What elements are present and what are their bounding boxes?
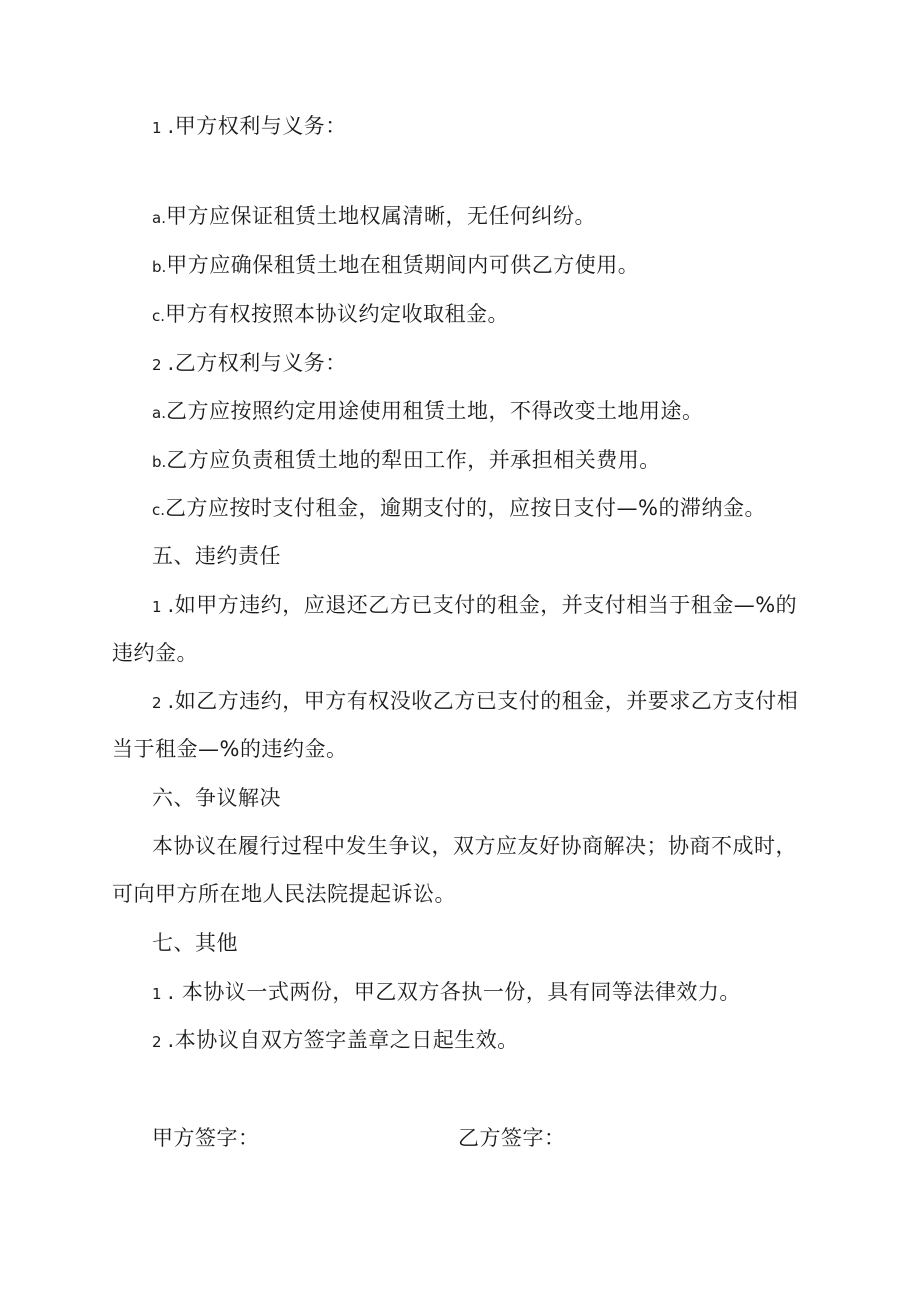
party-b-item-b bbox=[152, 446, 661, 476]
item-text: 甲方应确保租赁土地在租赁期间内可供乙方使用。 bbox=[166, 253, 640, 277]
section-5-clause-1-line-2: 违约金。 bbox=[112, 641, 198, 665]
clause-number: 2 bbox=[152, 356, 162, 374]
clause-text: .如乙方违约，甲方有权没收乙方已支付的租金，并要求乙方支付相 bbox=[167, 689, 799, 713]
item-mark: a. bbox=[152, 209, 166, 227]
section-6-line-2: 可向甲方所在地人民法院提起诉讼。 bbox=[112, 882, 456, 906]
party-b-rights-heading bbox=[152, 349, 347, 379]
clause-number: 1 bbox=[152, 598, 162, 616]
section-6-title: 六、争议解决 bbox=[152, 786, 281, 810]
item-text: 甲方应保证租赁土地权属清晰，无任何纠纷。 bbox=[165, 204, 596, 228]
section-5-clause-2-line-2: 当于租金—%的违约金。 bbox=[112, 737, 348, 761]
section-7-title: 七、其他 bbox=[152, 931, 238, 955]
section-5-title: 五、违约责任 bbox=[152, 544, 281, 568]
party-a-item-b bbox=[152, 251, 639, 281]
section-5-clause-2-line-1 bbox=[152, 687, 798, 717]
party-a-rights-heading bbox=[152, 112, 347, 142]
item-text: 乙方应按时支付租金，逾期支付的，应按日支付—%的滞纳金。 bbox=[165, 496, 766, 520]
clause-number: 2 bbox=[152, 694, 162, 712]
clause-number: 1 bbox=[152, 119, 162, 137]
heading-text: .甲方权利与义务： bbox=[167, 114, 347, 138]
clause-text: .本协议自双方签字盖章之日起生效。 bbox=[167, 1028, 519, 1052]
party-a-item-a bbox=[152, 202, 596, 232]
clause-text: .如甲方违约，应退还乙方已支付的租金，并支付相当于租金—%的 bbox=[167, 593, 798, 617]
party-b-item-a bbox=[152, 397, 703, 427]
item-text: 乙方应负责租赁土地的犁田工作，并承担相关费用。 bbox=[166, 448, 661, 472]
item-mark: b. bbox=[152, 258, 167, 276]
party-b-item-c bbox=[152, 494, 766, 524]
section-6-line-1: 本协议在履行过程中发生争议，双方应友好协商解决；协商不成时， bbox=[152, 834, 797, 858]
party-b-signature-label: 乙方签字： bbox=[458, 1126, 566, 1150]
item-mark: c. bbox=[152, 307, 166, 325]
item-mark: c. bbox=[152, 501, 166, 519]
party-a-item-c bbox=[152, 300, 509, 330]
item-mark: b. bbox=[152, 453, 167, 471]
clause-text: . 本协议一式两份，甲乙双方各执一份，具有同等法律效力。 bbox=[167, 980, 741, 1004]
heading-text: .乙方权利与义务： bbox=[167, 351, 347, 375]
item-text: 乙方应按照约定用途使用租赁土地，不得改变土地用途。 bbox=[165, 399, 704, 423]
item-mark: a. bbox=[152, 404, 166, 422]
section-7-clause-2 bbox=[152, 1026, 519, 1056]
section-7-clause-1 bbox=[152, 978, 741, 1008]
clause-number: 1 bbox=[152, 985, 162, 1003]
party-a-signature-label: 甲方签字： bbox=[152, 1126, 260, 1150]
section-5-clause-1-line-1 bbox=[152, 591, 797, 621]
item-text: 甲方有权按照本协议约定收取租金。 bbox=[165, 302, 510, 326]
clause-number: 2 bbox=[152, 1033, 162, 1051]
